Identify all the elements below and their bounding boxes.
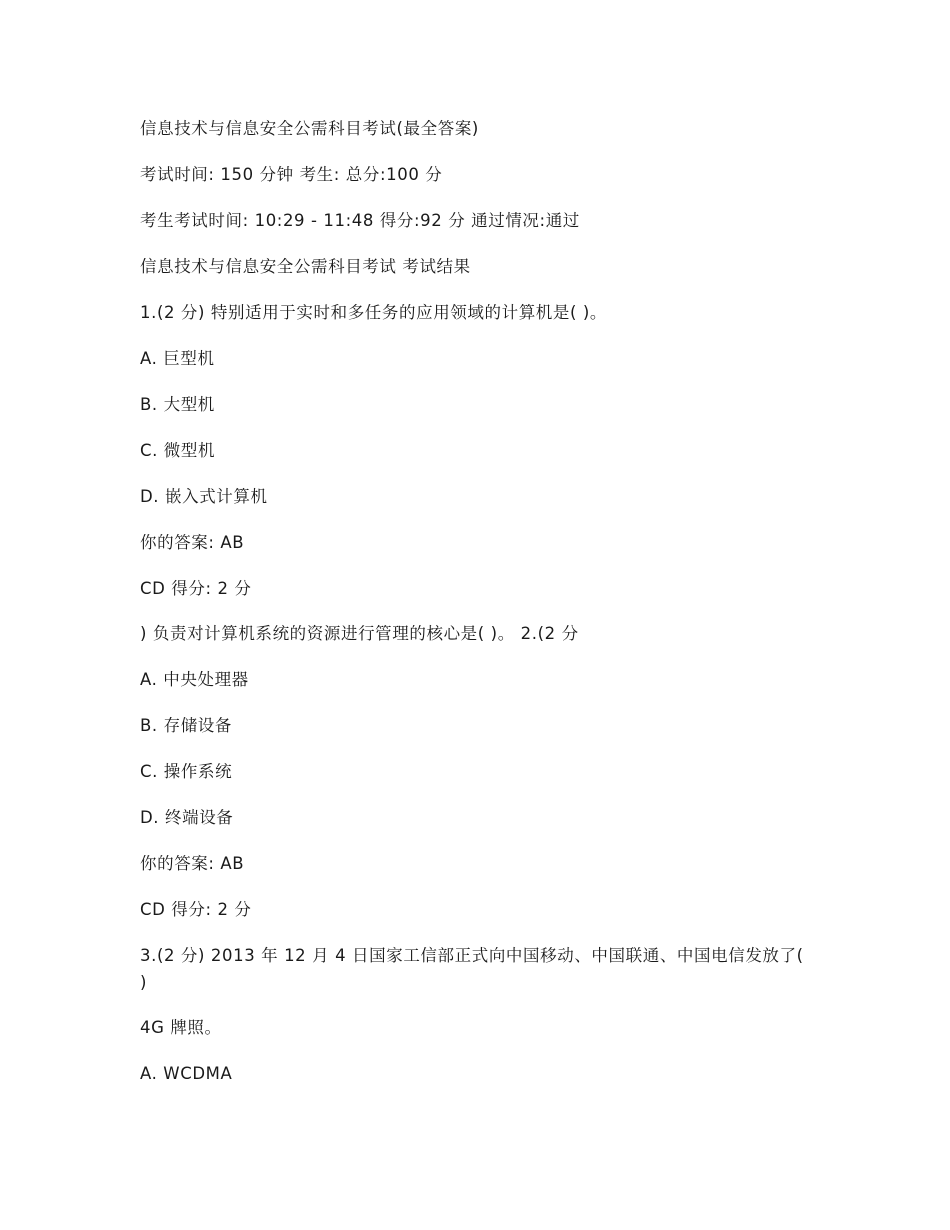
candidate-time-info: 考生考试时间: 10:29 - 11:48 得分:92 分 通过情况:通过 xyxy=(140,211,580,230)
question-1-text: 1.(2 分) 特别适用于实时和多任务的应用领域的计算机是( )。 xyxy=(140,303,608,322)
question-2-answer: 你的答案: AB xyxy=(140,854,245,873)
question-2-option-d: D. 终端设备 xyxy=(140,808,234,827)
question-1-option-b: B. 大型机 xyxy=(140,395,215,414)
question-1-option-c: C. 微型机 xyxy=(140,441,216,460)
document-title: 信息技术与信息安全公需科目考试(最全答案) xyxy=(140,119,479,138)
question-2-option-b: B. 存储设备 xyxy=(140,716,233,735)
question-2-score: CD 得分: 2 分 xyxy=(140,900,252,919)
exam-time-info: 考试时间: 150 分钟 考生: 总分:100 分 xyxy=(140,165,443,184)
question-1-score: CD 得分: 2 分 xyxy=(140,579,252,598)
result-heading: 信息技术与信息安全公需科目考试 考试结果 xyxy=(140,257,471,276)
question-2-text: ) 负责对计算机系统的资源进行管理的核心是( )。 2.(2 分 xyxy=(140,624,579,643)
question-1-option-a: A. 巨型机 xyxy=(140,349,215,368)
question-1-option-d: D. 嵌入式计算机 xyxy=(140,487,268,506)
question-1-answer: 你的答案: AB xyxy=(140,533,245,552)
question-2-option-c: C. 操作系统 xyxy=(140,762,233,781)
question-3-option-a: A. WCDMA xyxy=(140,1064,233,1083)
question-3-text: 3.(2 分) 2013 年 12 月 4 日国家工信部正式向中国移动、中国联通、中国电信发放了( ) xyxy=(140,946,804,992)
question-2-option-a: A. 中央处理器 xyxy=(140,670,249,689)
question-3-text-continued: 4G 牌照。 xyxy=(140,1018,222,1037)
